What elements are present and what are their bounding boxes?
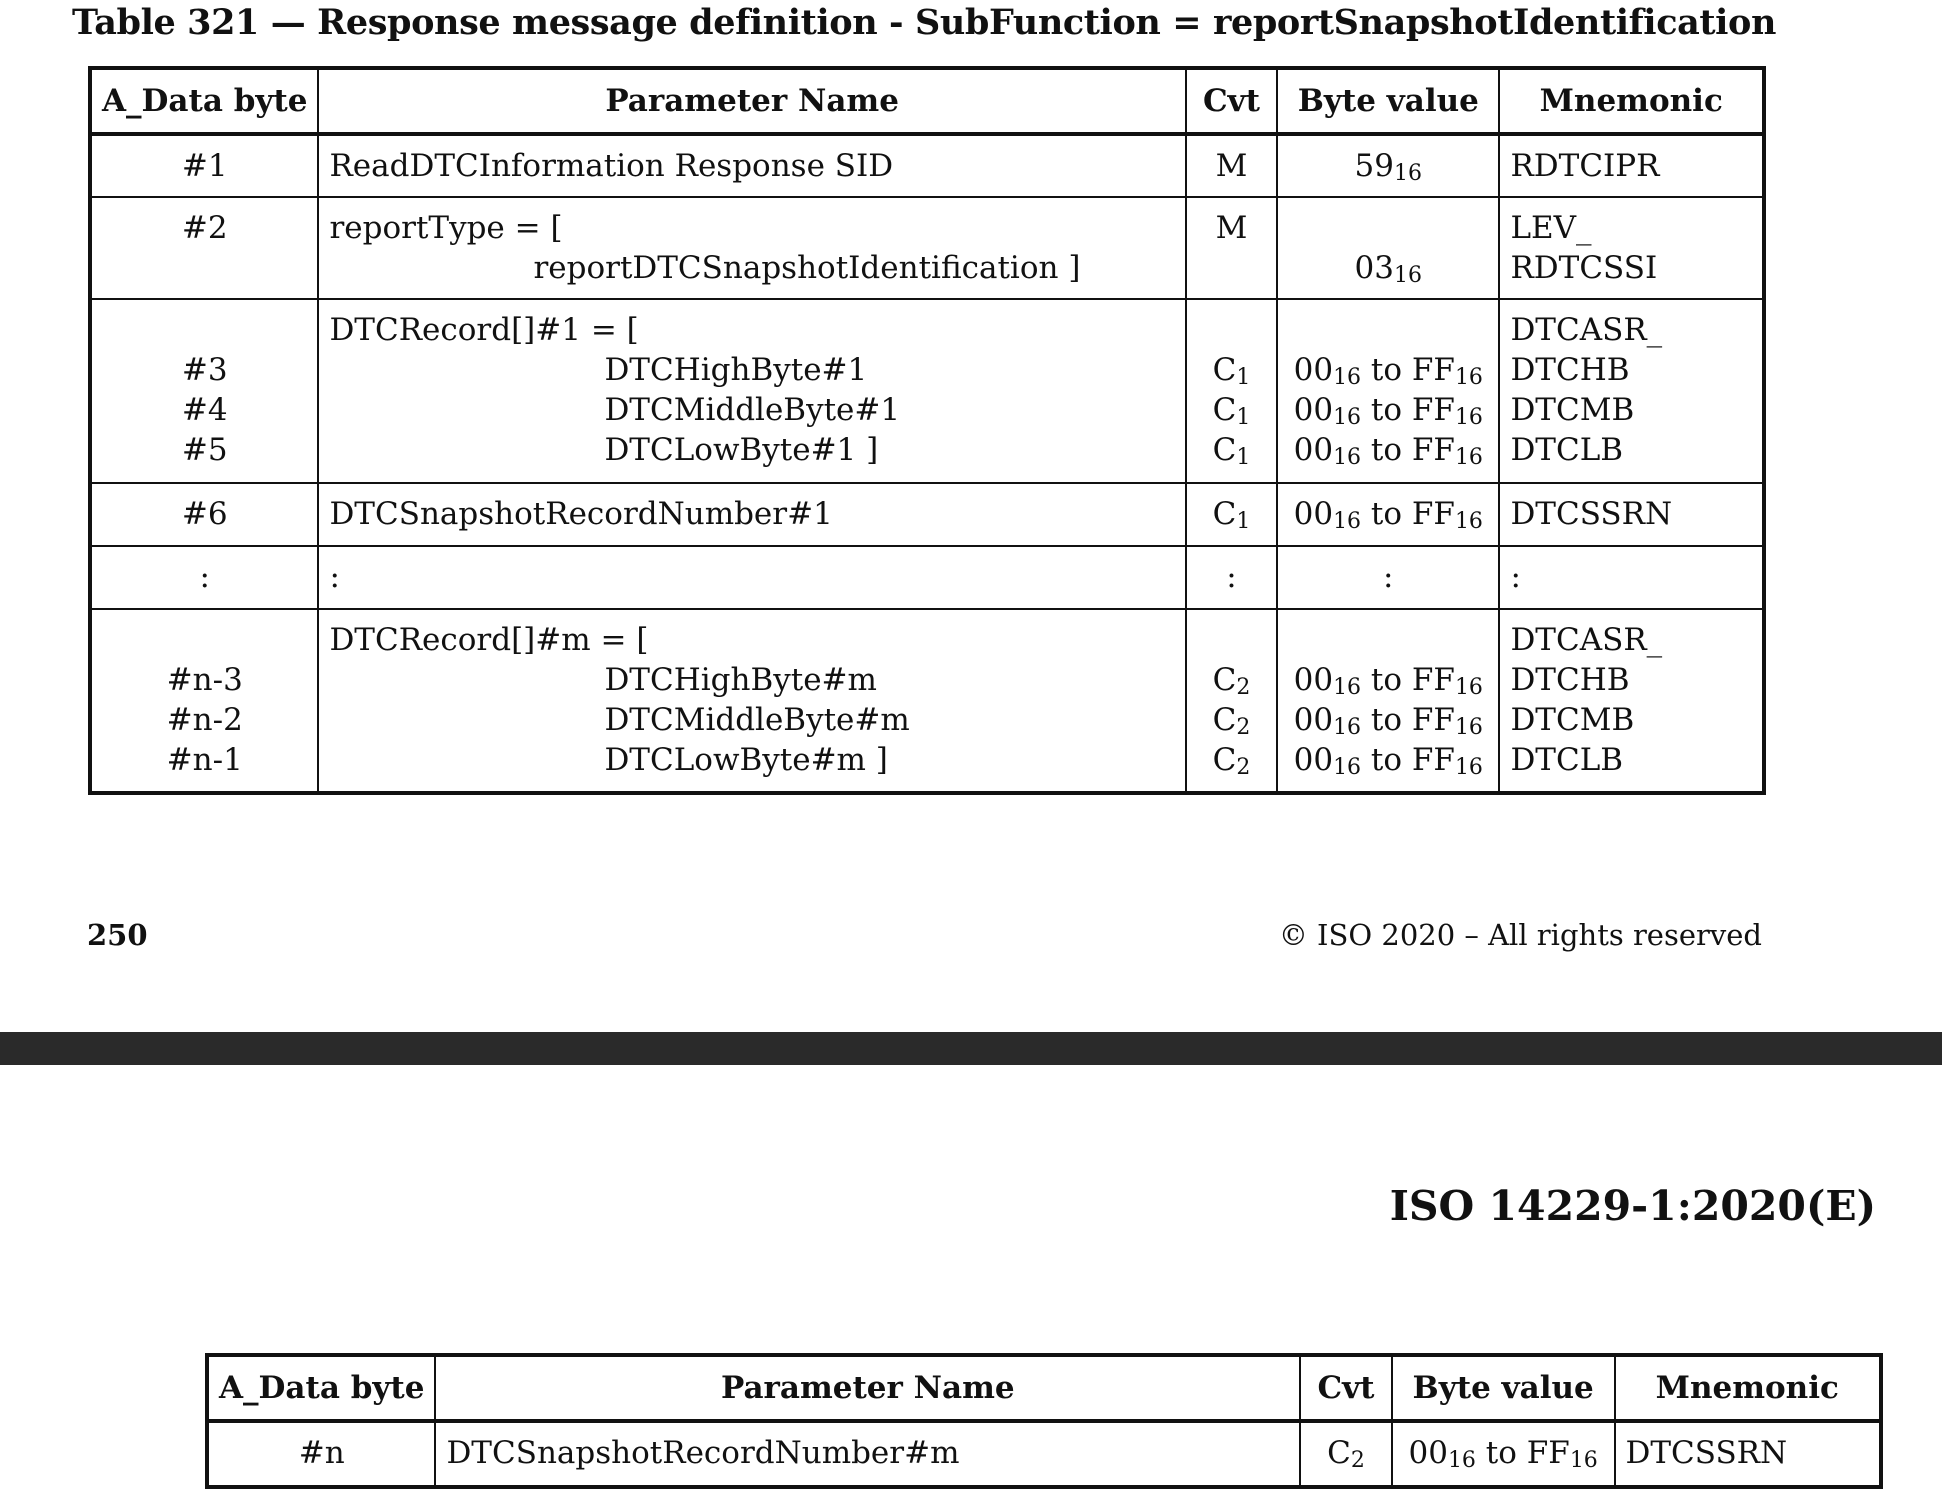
byte-value-cell: $00_{16}$ to $FF_{16}$ (1277, 483, 1499, 546)
cvt-cell: M (1186, 134, 1277, 197)
copyright-notice: © ISO 2020 – All rights reserved (1278, 918, 1762, 952)
table-row (90, 483, 1764, 546)
cvt-cell: $C_1$ $C_1$ $C_1$ (1186, 299, 1277, 483)
cvt-cell: $C_1$ (1186, 483, 1277, 546)
page-number: 250 (87, 918, 148, 952)
header-cvt: Cvt (1186, 68, 1277, 134)
parameter-name-cell: ReadDTCInformation Response SID (318, 134, 1185, 197)
mnemonic-cell: RDTCIPR (1499, 134, 1764, 197)
parameter-name-cell: DTCRecord[]#m = [ DTCHighByte#m DTCMiddleByte#m DTCLowByte#m ] (318, 609, 1185, 793)
continued-table (205, 1353, 1883, 1489)
mnemonic-cell: DTCASR_ DTCHB DTCMB DTCLB (1499, 609, 1764, 793)
parameter-name-cell: reportType = [ reportDTCSnapshotIdentification ] (318, 197, 1185, 299)
byte-value-cell: $03_{16}$ (1277, 197, 1499, 299)
response-message-table (88, 66, 1766, 795)
mnemonic-cell: DTCSSRN (1499, 483, 1764, 546)
header-byte-value: Byte value (1392, 1355, 1615, 1421)
cvt-cell: : (1186, 546, 1277, 609)
table-row (207, 1421, 1881, 1487)
header-mnemonic: Mnemonic (1499, 68, 1764, 134)
table-row (90, 546, 1764, 609)
header-parameter-name: Parameter Name (435, 1355, 1300, 1421)
a-data-byte-cell: #3 #4 #5 (90, 299, 318, 483)
table-header-row (90, 68, 1764, 134)
parameter-name-cell: DTCSnapshotRecordNumber#1 (318, 483, 1185, 546)
byte-value-cell: : (1277, 546, 1499, 609)
a-data-byte-cell: #2 (90, 197, 318, 299)
table-header-row (207, 1355, 1881, 1421)
document-id-header: ISO 14229-1:2020(E) (1389, 1182, 1876, 1230)
byte-value-cell: $00_{16}$ to $FF_{16}$ $00_{16}$ to $FF_{16}$ $00_{16}$ to $FF_{16}$ (1277, 609, 1499, 793)
mnemonic-cell: DTCASR_ DTCHB DTCMB DTCLB (1499, 299, 1764, 483)
a-data-byte-cell: #6 (90, 483, 318, 546)
cvt-cell: M (1186, 197, 1277, 299)
a-data-byte-cell: #1 (90, 134, 318, 197)
header-mnemonic: Mnemonic (1615, 1355, 1882, 1421)
table-row (90, 609, 1764, 793)
page-separator (0, 1032, 1942, 1065)
byte-value-cell: $59_{16}$ (1277, 134, 1499, 197)
a-data-byte-cell: : (90, 546, 318, 609)
mnemonic-cell: : (1499, 546, 1764, 609)
parameter-name-cell: : (318, 546, 1185, 609)
a-data-byte-cell: #n-3 #n-2 #n-1 (90, 609, 318, 793)
parameter-name-cell: DTCSnapshotRecordNumber#m (435, 1421, 1300, 1487)
byte-value-cell: $00_{16}$ to $FF_{16}$ (1392, 1421, 1615, 1487)
parameter-name-cell: DTCRecord[]#1 = [ DTCHighByte#1 DTCMiddleByte#1 DTCLowByte#1 ] (318, 299, 1185, 483)
header-a-data-byte: A_Data byte (90, 68, 318, 134)
byte-value-cell: $00_{16}$ to $FF_{16}$ $00_{16}$ to $FF_{16}$ $00_{16}$ to $FF_{16}$ (1277, 299, 1499, 483)
cvt-cell: $C_2$ $C_2$ $C_2$ (1186, 609, 1277, 793)
header-cvt: Cvt (1300, 1355, 1392, 1421)
header-parameter-name: Parameter Name (318, 68, 1185, 134)
cvt-cell: $C_2$ (1300, 1421, 1392, 1487)
header-a-data-byte: A_Data byte (207, 1355, 435, 1421)
table-row (90, 299, 1764, 483)
mnemonic-cell: DTCSSRN (1615, 1421, 1882, 1487)
table-row (90, 197, 1764, 299)
a-data-byte-cell: #n (207, 1421, 435, 1487)
header-byte-value: Byte value (1277, 68, 1499, 134)
table-row (90, 134, 1764, 197)
table-caption: Table 321 — Response message definition - SubFunction = reportSnapshotIdentification (71, 2, 1777, 43)
mnemonic-cell: LEV_ RDTCSSI (1499, 197, 1764, 299)
